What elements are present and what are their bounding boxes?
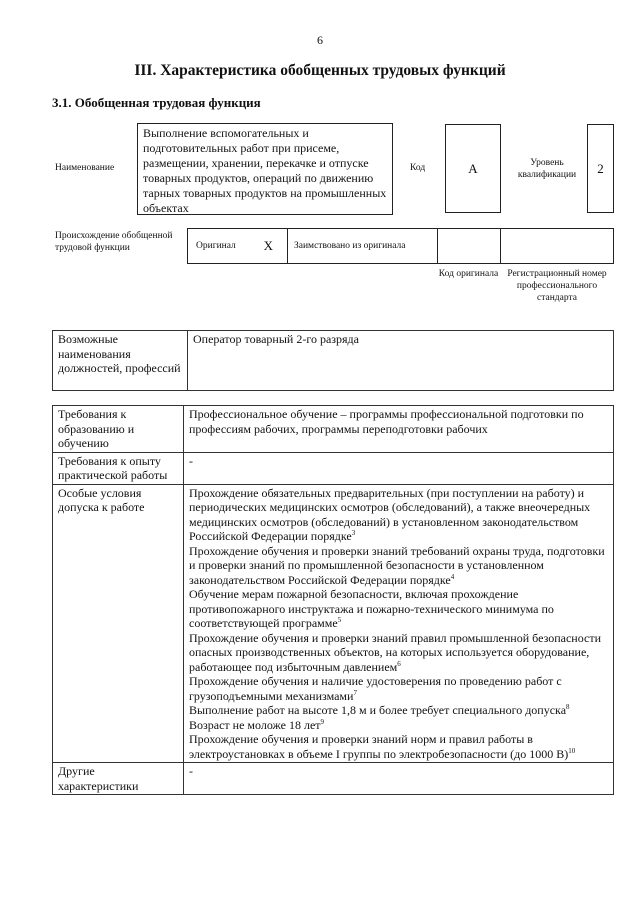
footnote-ref: 9 [320, 717, 325, 726]
requirement-line [189, 674, 608, 703]
footnote-ref: 7 [353, 688, 357, 697]
requirement-text: Обучение мерам пожарной безопасности, включая прохождение противопожарного инструктажа и пожарно-технического минимума по соответствующей программе [189, 587, 554, 630]
requirement-text: Прохождение обязательных предварительных (при поступлении на работу) и периодических медицинских осмотров (обследований), а также внеочередных медицинских осмотров (обследований) в установленном законодательством Российской Федерации порядке [189, 485, 591, 543]
positions-table [52, 330, 614, 391]
requirement-value [184, 484, 614, 763]
footnote-ref: 5 [337, 616, 342, 624]
code-value: A [445, 124, 501, 213]
requirement-line [189, 718, 608, 733]
requirement-label: Требования к опыту практической работы [53, 452, 184, 484]
requirement-line [189, 407, 608, 436]
requirement-text: - [189, 453, 193, 468]
footnote-ref: 6 [397, 659, 401, 668]
requirement-line [189, 732, 608, 761]
requirement-line [189, 486, 608, 544]
table-row [53, 763, 614, 795]
requirement-label: Другие характеристики [53, 763, 184, 795]
requirement-text: Профессиональное обучение – программы профессиональной подготовки по профессиям рабочих, программы переподготовки рабочих [189, 407, 584, 436]
footnote-ref: 3 [351, 529, 356, 537]
requirement-text: Возраст не моложе 18 лет [189, 717, 321, 732]
page-title: III. Характеристика обобщенных трудовых функций [134, 62, 506, 79]
requirement-text: - [189, 764, 193, 778]
table-row [53, 452, 614, 484]
page-number: 6 [317, 33, 323, 47]
code-caption: Код оригинала [438, 269, 499, 279]
requirement-value [184, 406, 614, 453]
positions-label: Возможные наименования должностей, профессий [53, 331, 188, 391]
requirement-line [189, 631, 608, 675]
original-code-cell [438, 229, 501, 263]
level-label: Уровень квалификации [517, 158, 577, 180]
requirement-value [184, 763, 614, 795]
footnote-ref: 4 [450, 572, 455, 581]
requirement-line [189, 544, 608, 588]
borrowed-label: Заимствовано из оригинала [288, 229, 438, 263]
requirement-text: Прохождение обучения и проверки знаний норм и правил работы в электроустановках в объеме I группы по электробезопасности (до 1000 В) [189, 732, 569, 761]
code-label: Код [410, 163, 426, 173]
requirements-table [52, 405, 614, 795]
requirement-line [189, 454, 608, 469]
requirement-line [189, 587, 608, 631]
original-mark: X [263, 238, 273, 253]
requirement-line [189, 764, 608, 779]
requirement-text: Прохождение обучения и проверки знаний правил промышленной безопасности опасных производственных объектов, на которых используется оборудование, работающее под избыточным давлением [189, 630, 602, 674]
requirement-text: Прохождение обучения и проверки знаний требований охраны труда, подготовки и проверки знаний по промышленной безопасности в установленном законодательством Российской Федерации порядке [189, 543, 605, 587]
requirement-label: Требования к образованию и обучению [53, 406, 184, 453]
origin-row [187, 228, 614, 264]
requirement-text: Выполнение работ на высоте 1,8 м и более требует специального допуска [189, 703, 567, 717]
origin-label: Происхождение обобщенной трудовой функции [55, 231, 173, 253]
reg-number-cell [501, 229, 613, 263]
footnote-ref: 8 [566, 703, 570, 711]
positions-value: Оператор товарный 2-го разряда [188, 331, 614, 391]
table-row [53, 406, 614, 453]
requirement-text: Прохождение обучения и наличие удостоверения по проведению работ с грузоподъемными механизмами [189, 674, 562, 703]
section-heading: 3.1. Обобщенная трудовая функция [52, 95, 261, 110]
function-name-box: Выполнение вспомогательных и подготовительных работ при присеме, размещении, хранении, перекачке и отпуске товарных продуктов, операций по движению тарных товарных продуктов на промышленных объектах [137, 123, 393, 215]
level-value: 2 [587, 124, 614, 213]
reg-caption: Регистрационный номер профессионального стандарта [507, 269, 607, 303]
original-label: Оригинал [196, 241, 236, 251]
requirement-value [184, 452, 614, 484]
table-row [53, 484, 614, 763]
footnote-ref: 10 [568, 746, 576, 755]
requirement-label: Особые условия допуска к работе [53, 484, 184, 763]
naming-label: Наименование [55, 163, 115, 173]
requirement-line [189, 703, 608, 718]
